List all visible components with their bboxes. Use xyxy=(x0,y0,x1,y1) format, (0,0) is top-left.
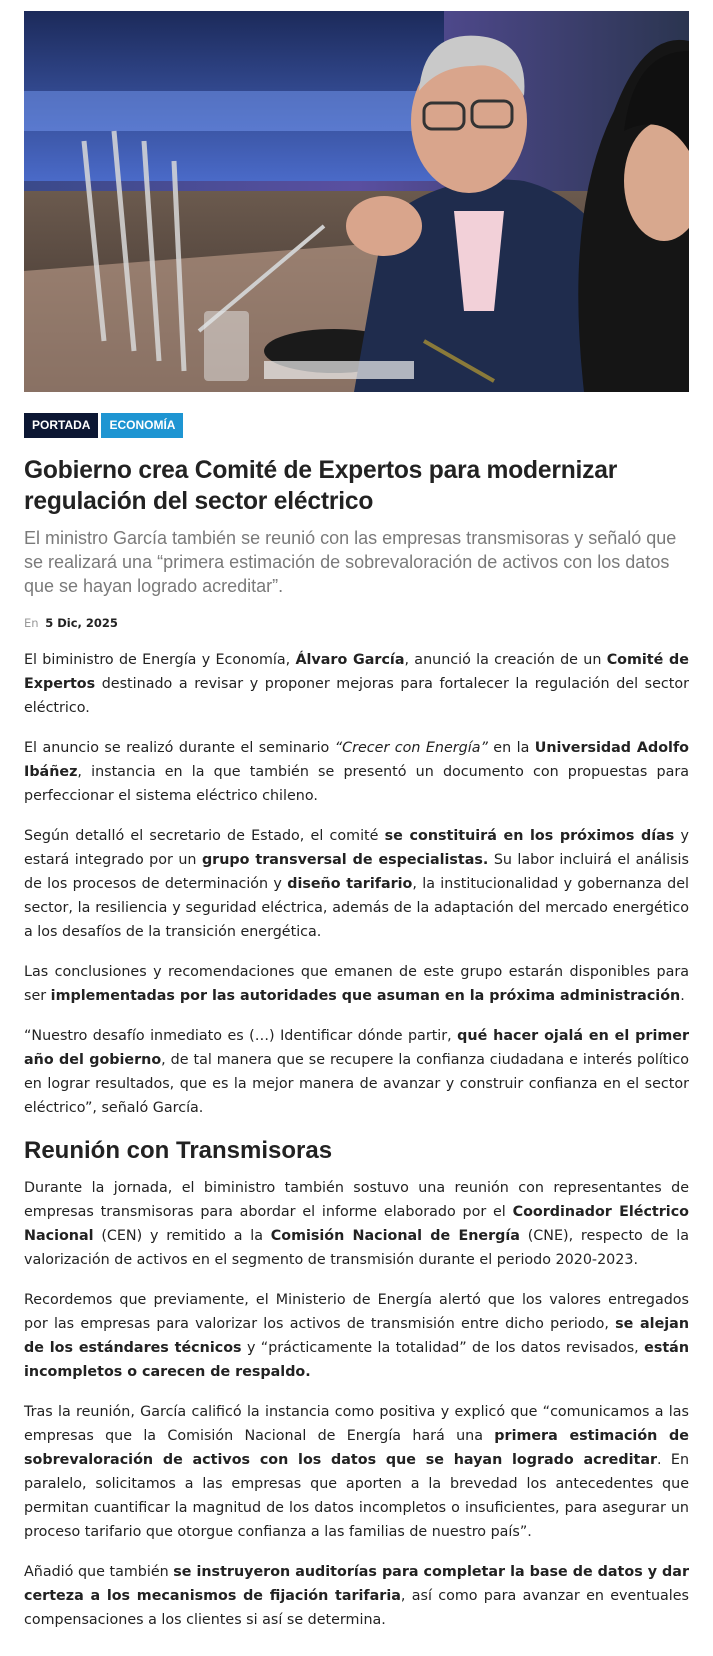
article-paragraph xyxy=(24,736,689,808)
text-run: , de tal manera que se recupere la confianza ciudadana e interés político en lograr resultados, que es la mejor manera de avanzar y construir confianza en el sector eléctrico”, señaló García. xyxy=(24,1052,689,1116)
text-run: . xyxy=(680,988,685,1004)
article-meta xyxy=(24,616,689,630)
bold-text: primera estimación de sobrevaloración de activos con los datos que se hayan logrado acreditar xyxy=(24,1428,689,1468)
bold-text: Comité de Expertos xyxy=(24,652,689,692)
text-run: Tras la reunión, García calificó la instancia como positiva y explicó que “comunicamos a las empresas que la Comisión Nacional de Energía hará una xyxy=(24,1404,689,1444)
bold-text: están incompletos o carecen de respaldo. xyxy=(24,1340,689,1380)
category-tags xyxy=(24,413,689,438)
text-run: , así como para avanzar en eventuales compensaciones a los clientes si así se determina. xyxy=(24,1588,689,1628)
category-tag-economia[interactable]: ECONOMÍA xyxy=(101,413,183,438)
article-container xyxy=(24,11,689,1648)
article-paragraphs-intro xyxy=(24,648,689,1120)
article-paragraphs-section xyxy=(24,1176,689,1632)
text-run: Durante la jornada, el biministro también sostuvo una reunión con representantes de empresas transmisoras para abordar el informe elaborado por el xyxy=(24,1180,689,1220)
bold-text: Coordinador Eléctrico Nacional xyxy=(24,1204,690,1244)
text-run: Según detalló el secretario de Estado, el comité xyxy=(24,828,385,844)
bold-text: implementadas por las autoridades que asuman en la próxima administración xyxy=(50,988,681,1004)
hero-photo xyxy=(24,11,689,392)
text-run: Añadió que también xyxy=(24,1564,174,1580)
article-title: Gobierno crea Comité de Expertos para modernizar regulación del sector eléctrico xyxy=(24,457,618,515)
article-paragraph xyxy=(24,824,689,944)
bold-text: grupo transversal de especialistas. xyxy=(201,852,489,868)
text-run: Su labor incluirá el análisis de los procesos de determinación y xyxy=(24,852,689,892)
bold-text: Álvaro García xyxy=(295,652,405,668)
category-tag-portada[interactable]: PORTADA xyxy=(24,413,98,438)
text-run: . En paralelo, solicitamos a las empresas que aporten a la brevedad los antecedentes que permitan cuantificar la magnitud de los datos incompletos o insuficientes, para asegurar un proceso tarifario que otorgue confianza a las familias de nuestro país”. xyxy=(24,1452,690,1540)
text-run: El biministro de Energía y Economía, xyxy=(24,652,296,668)
meta-prefix: En xyxy=(24,616,39,630)
text-run: , anunció la creación de un xyxy=(404,652,607,668)
article-hero-image[interactable] xyxy=(24,11,689,392)
bold-text: diseño tarifario xyxy=(287,876,413,892)
article-paragraph xyxy=(24,1176,689,1272)
text-run: “Nuestro desafío inmediato es (…) Identificar dónde partir, xyxy=(24,1028,458,1044)
bold-text: Comisión Nacional de Energía xyxy=(270,1228,520,1244)
bold-text: se constituirá en los próximos días xyxy=(384,828,675,844)
text-run: y estará integrado por un xyxy=(24,828,689,868)
article-date: 5 Dic, 2025 xyxy=(45,616,118,630)
italic-text: “Crecer con Energía” xyxy=(334,740,488,756)
text-run: , la institucionalidad y gobernanza del sector, la resiliencia y seguridad eléctrica, además de la adaptación del mercado energético a los desafíos de la transición energética. xyxy=(24,876,689,940)
text-run: Las conclusiones y recomendaciones que emanen de este grupo estarán disponibles para ser xyxy=(24,964,689,1004)
text-run: , instancia en la que también se presentó un documento con propuestas para perfeccionar el sistema eléctrico chileno. xyxy=(24,764,689,804)
bold-text: se alejan de los estándares técnicos xyxy=(24,1316,690,1356)
text-run: y “prácticamente la totalidad” de los datos revisados, xyxy=(241,1340,645,1356)
text-run: en la xyxy=(487,740,535,756)
article-paragraph xyxy=(24,1288,689,1384)
text-run: destinado a revisar y proponer mejoras para fortalecer la regulación del sector eléctrico. xyxy=(24,676,689,716)
text-run: (CNE), respecto de la valorización de activos en el segmento de transmisión durante el periodo 2020-2023. xyxy=(24,1228,689,1268)
article-paragraph xyxy=(24,1024,689,1120)
article-paragraph xyxy=(24,648,689,720)
article-paragraph xyxy=(24,960,689,1008)
article-body xyxy=(24,648,689,1632)
text-run: (CEN) y remitido a la xyxy=(93,1228,271,1244)
article-paragraph xyxy=(24,1400,689,1544)
bold-text: qué hacer ojalá en el primer año del gobierno xyxy=(24,1028,689,1068)
text-run: Recordemos que previamente, el Ministerio de Energía alertó que los valores entregados por las empresas para valorizar los activos de transmisión entre dicho periodo, xyxy=(24,1292,689,1332)
text-run: El anuncio se realizó durante el seminario xyxy=(24,740,335,756)
bold-text: Universidad Adolfo Ibáñez xyxy=(24,740,689,780)
bold-text: se instruyeron auditorías para completar la base de datos y dar certeza a los mecanismos de fijación tarifaria xyxy=(24,1564,689,1604)
article-subtitle: El ministro García también se reunió con las empresas transmisoras y señaló que se realizará una “primera estimación de sobrevaloración de activos con los datos que se hayan logrado acreditar”. xyxy=(24,528,677,596)
section-heading: Reunión con Transmisoras xyxy=(24,1137,333,1164)
article-paragraph xyxy=(24,1560,689,1632)
